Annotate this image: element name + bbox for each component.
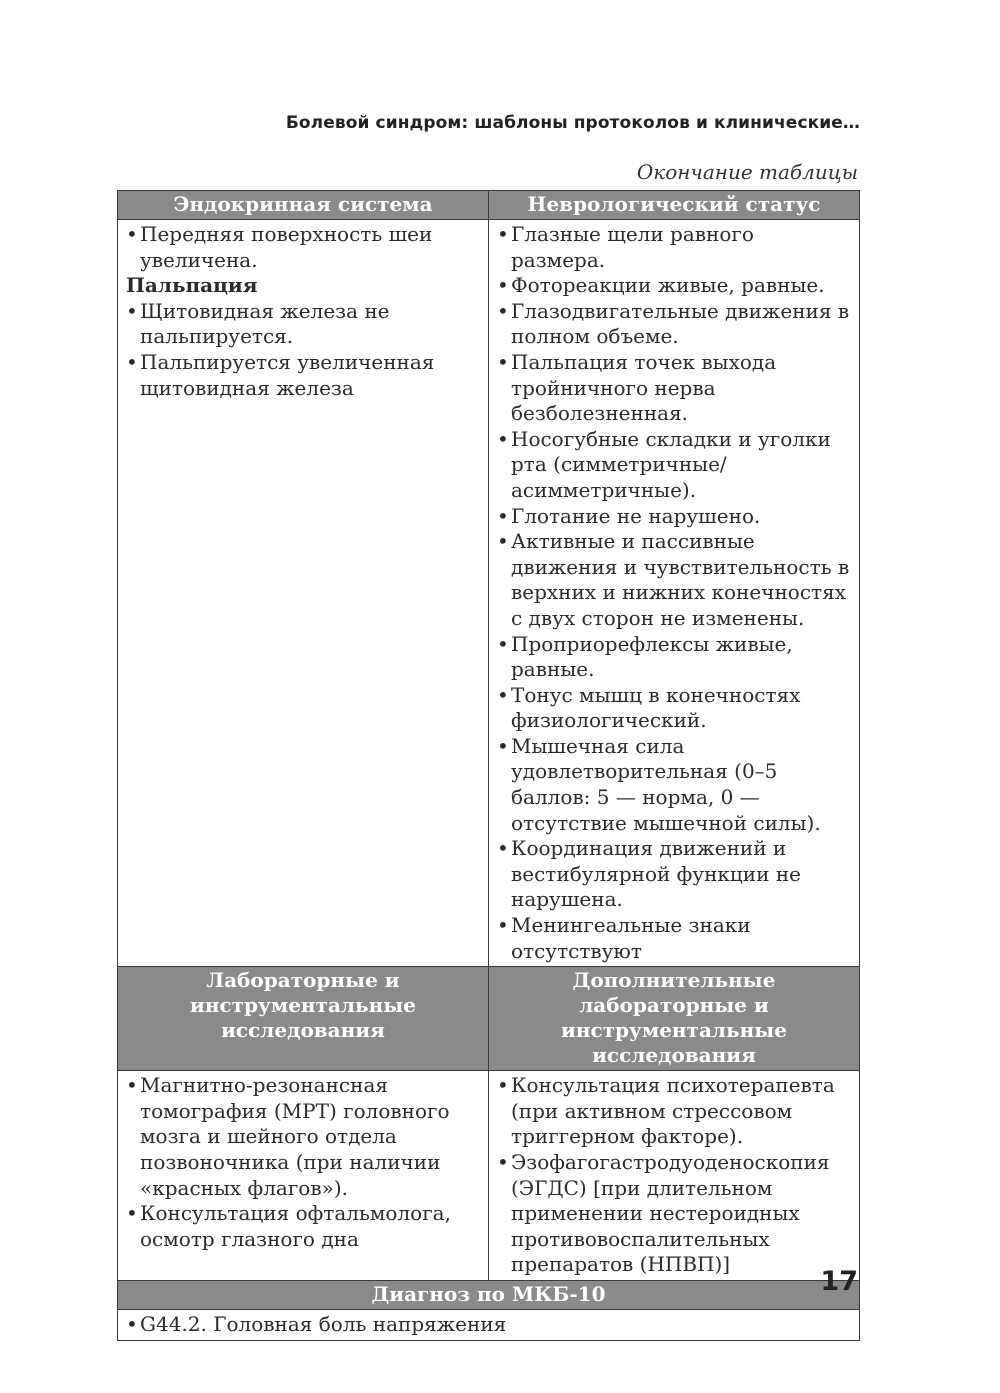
list-item: • Носогубные складки и уголки рта (симметричные/асимметричные). (497, 427, 853, 504)
endocrine-list-1 (126, 222, 482, 273)
running-head: Болевой синдром: шаблоны протоколов и клинические… (285, 113, 860, 133)
additional-lab-cell (489, 1071, 860, 1281)
list-item: • G44.2. Головная боль напряжения (126, 1312, 853, 1338)
list-item: • Пальпируется увеличенная щитовидная железа (126, 350, 482, 401)
section3-header-row (118, 1280, 860, 1309)
list-item: • Тонус мышц в конечностях физиологический. (497, 683, 853, 734)
lab-cell (118, 1071, 489, 1281)
section2-body-row (118, 1071, 860, 1281)
list-item: • Проприорефлексы живые, равные. (497, 632, 853, 683)
section1-body-row (118, 220, 860, 967)
palpation-subheading: Пальпация (126, 273, 258, 298)
page-number: 17 (820, 1266, 858, 1297)
list-item: • Фотореакции живые, равные. (497, 273, 853, 299)
endocrine-list-2 (126, 299, 482, 401)
section3-body-row (118, 1309, 860, 1340)
list-item: • Магнитно-резонансная томография (МРТ) головного мозга и шейного отдела позвоночника (при наличии «красных флагов»). (126, 1073, 482, 1201)
list-item: • Глотание не нарушено. (497, 504, 853, 530)
neuro-header: Неврологический статус (489, 191, 860, 220)
list-item: • Менингеальные знаки отсутствуют (497, 913, 853, 964)
diagnosis-cell (118, 1309, 860, 1340)
table-caption: Окончание таблицы (636, 160, 858, 184)
endocrine-cell (118, 220, 489, 967)
section1-header-row (118, 191, 860, 220)
diagnosis-header: Диагноз по МКБ-10 (118, 1280, 860, 1309)
additional-lab-header: Дополнительные лабораторные и инструментальные исследования (489, 967, 860, 1071)
list-item: • Консультация психотерапевта (при активном стрессовом триггерном факторе). (497, 1073, 853, 1150)
list-item: • Эзофагогастродуоденоскопия (ЭГДС) [при длительном применении нестероидных противовоспалительных препаратов (НПВП)] (497, 1150, 853, 1278)
list-item: • Передняя поверхность шеи увеличена. (126, 222, 482, 273)
endocrine-header: Эндокринная система (118, 191, 489, 220)
list-item: • Глазодвигательные движения в полном объеме. (497, 299, 853, 350)
list-item: • Мышечная сила удовлетворительная (0–5 баллов: 5 — норма, 0 — отсутствие мышечной силы). (497, 734, 853, 836)
list-item: • Координация движений и вестибулярной функции не нарушена. (497, 836, 853, 913)
protocol-table (117, 190, 860, 1341)
list-item: • Щитовидная железа не пальпируется. (126, 299, 482, 350)
diagnosis-list (126, 1312, 853, 1338)
list-item: • Глазные щели равного размера. (497, 222, 853, 273)
section2-header-row (118, 967, 860, 1071)
list-item: • Пальпация точек выхода тройничного нерва безболезненная. (497, 350, 853, 427)
lab-header: Лабораторные и инструментальные исследования (118, 967, 489, 1071)
list-item: • Активные и пассивные движения и чувствительность в верхних и нижних конечностях с двух сторон не изменены. (497, 529, 853, 631)
additional-lab-list (497, 1073, 853, 1278)
neuro-cell (489, 220, 860, 967)
lab-list (126, 1073, 482, 1252)
list-item: • Консультация офтальмолога, осмотр глазного дна (126, 1201, 482, 1252)
neuro-list (497, 222, 853, 964)
